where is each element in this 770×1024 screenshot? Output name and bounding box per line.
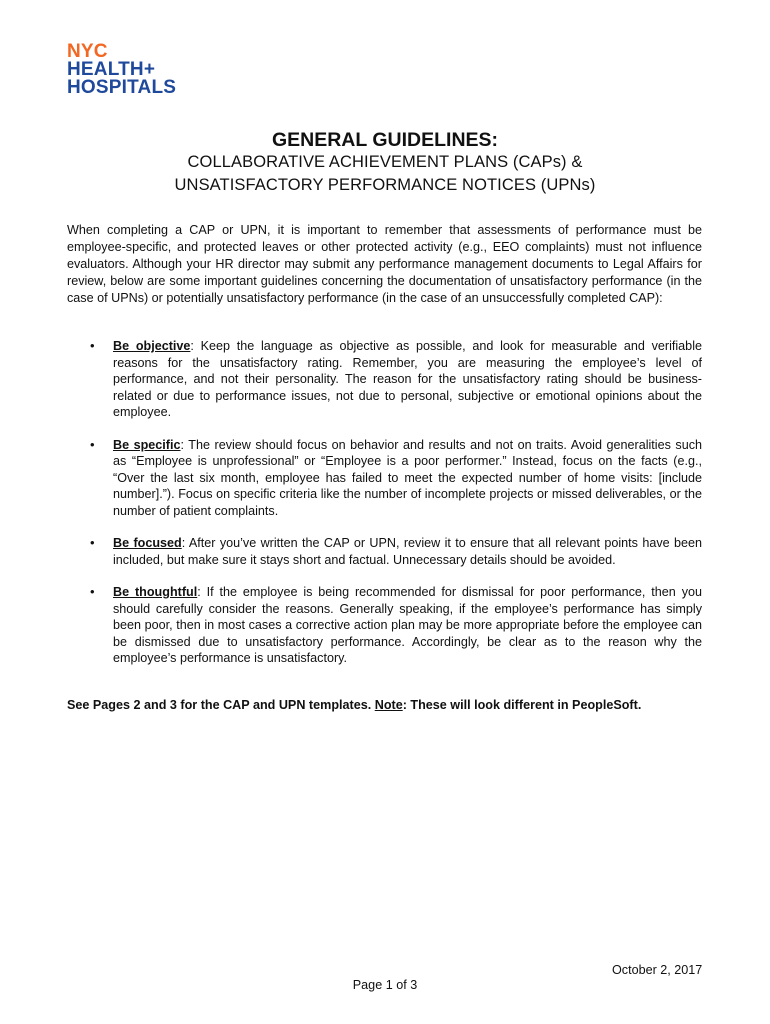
nyc-health-hospitals-logo [67,42,176,96]
bullet-icon: • [90,338,95,353]
guideline-text: : The review should focus on behavior and results and not on traits. Avoid generalities such as “Employee is unprofessional” or “Employee is a poor performer.” Instead, focus on the facts (e.g., “Over the last six month, employee has failed to meet the expected number of home visits: [include number].”). Focus on specific criteria like the number of incomplete projects or missed deliverables, or the number of patient complaints. [113,437,703,518]
document-date: October 2, 2017 [612,963,703,977]
guideline-item [67,535,702,568]
guideline-item [67,437,702,520]
guideline-term: Be focused [113,536,182,550]
guideline-item [67,338,702,421]
bullet-icon: • [90,535,95,550]
logo-line-nyc: NYC [67,41,108,62]
note-suffix: : These will look different in PeopleSoft. [402,698,642,712]
page-title: GENERAL GUIDELINES: [271,129,499,151]
guideline-text: : If the employee is being recommended for dismissal for poor performance, then you should carefully consider the reasons. Generally speaking, if the employee’s performance has simply been poor, then in most cases a corrective action plan may be more appropriate before the employee can be dismissed due to unsatisfactory performance. Accordingly, be clear as to the reason why the employee’s performance is unsatisfactory. [113,585,702,665]
guidelines-list [67,338,702,683]
guideline-item [67,584,702,667]
logo-line-hospitals: HOSPITALS [67,77,177,98]
plus-icon: + [143,59,156,80]
templates-note [67,698,641,712]
page-number: Page 1 of 3 [352,978,418,992]
logo-line-health [67,60,176,78]
guideline-term: Be specific [113,437,181,452]
guideline-term: Be thoughtful [113,585,198,599]
guideline-term: Be objective [113,339,191,353]
bullet-icon: • [90,584,95,599]
intro-paragraph: When completing a CAP or UPN, it is important to remember that assessments of performance must be employee-specific, and protected leaves or other protected activity (e.g., EEO complaints) must not influence evaluators. Although your HR director may submit any performance management documents to Legal Affairs for review, below are some important guidelines concerning the documentation of unsatisfactory performance (in the case of UPNs) or potentially unsatisfactory performance (in the case of an unsuccessfully completed CAP): [67,223,702,305]
subtitle-line-2: UNSATISFACTORY PERFORMANCE NOTICES (UPNs) [174,176,596,194]
logo-health-text: HEALTH [67,59,144,80]
subtitle-line-1: COLLABORATIVE ACHIEVEMENT PLANS (CAPs) & [187,153,583,171]
guideline-text: : Keep the language as objective as possible, and look for measurable and verifiable reasons for the unsatisfactory rating. Remember, you are measuring the employee’s level of performance, and not their personality. The reason for the unsatisfactory rating should be business-related or due to performance issues, not due to personal, subjective or emotional opinions about the employee. [113,339,702,419]
bullet-icon: • [90,436,95,452]
note-label: Note [374,698,403,712]
guideline-text: : After you’ve written the CAP or UPN, review it to ensure that all relevant points have been included, but make sure it stays short and factual. Unnecessary details should be avoided. [113,536,702,567]
note-prefix: See Pages 2 and 3 for the CAP and UPN templates. [67,698,375,712]
